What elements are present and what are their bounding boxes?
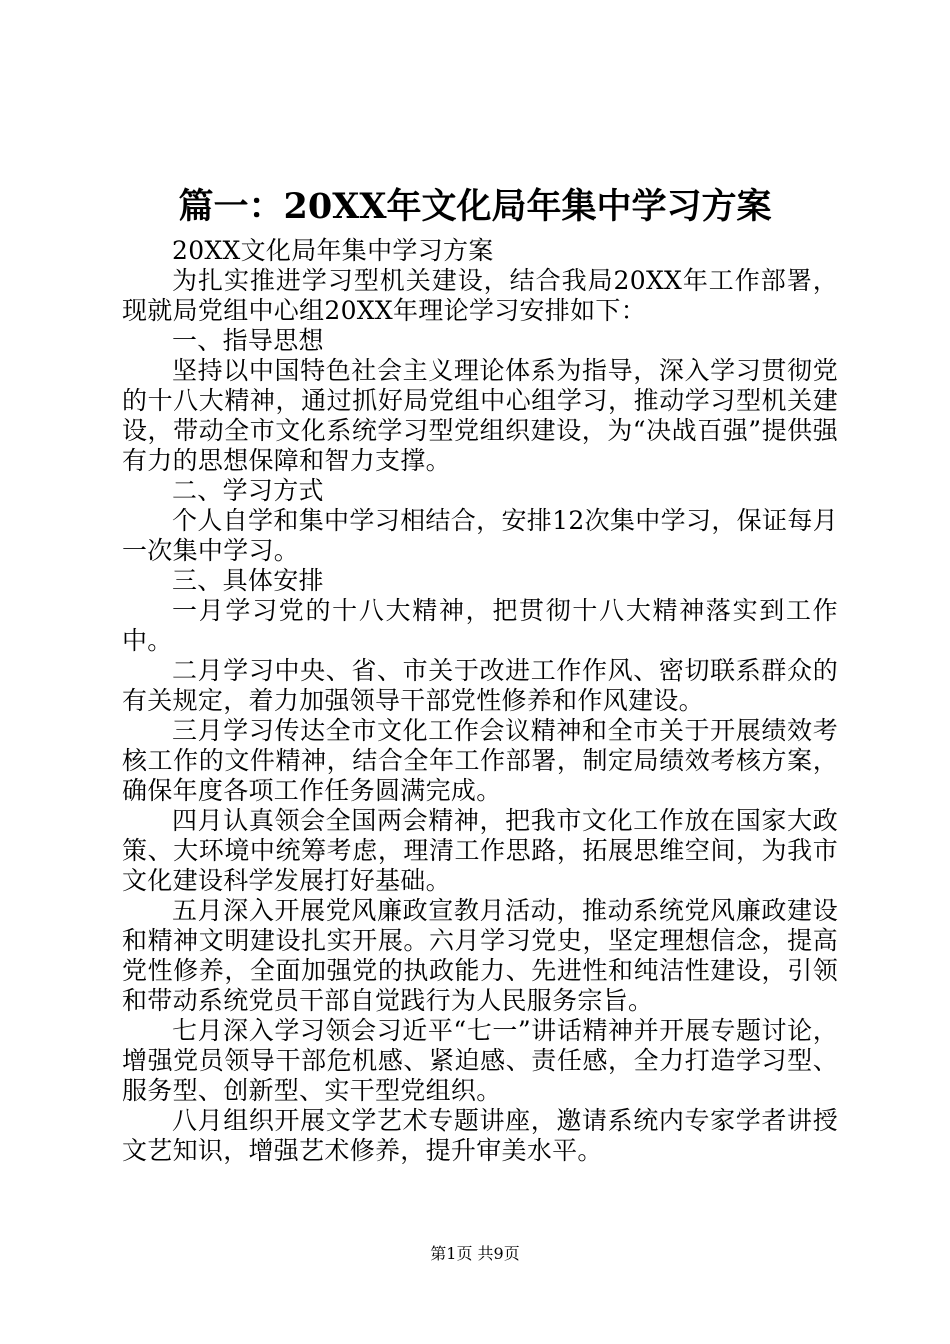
paragraph: 为扎实推进学习型机关建设，结合我局20XX年工作部署，现就局党组中心组20XX年理论学习安排如下： (122, 266, 838, 325)
paragraph: 二月学习中央、省、市关于改进工作作风、密切联系群众的有关规定，着力加强领导干部党性修养和作风建设。 (122, 656, 838, 715)
paragraph: 八月组织开展文学艺术专题讲座，邀请系统内专家学者讲授文艺知识，增强艺术修养，提升审美水平。 (122, 1106, 838, 1165)
paragraph: 七月深入学习领会习近平“七一”讲话精神并开展专题讨论，增强党员领导干部危机感、紧迫感、责任感，全力打造学习型、服务型、创新型、实干型党组织。 (122, 1016, 838, 1105)
section-heading: 一、指导思想 (172, 326, 324, 355)
paragraph: 三月学习传达全市文化工作会议精神和全市关于开展绩效考核工作的文件精神，结合全年工作部署，制定局绩效考核方案，确保年度各项工作任务圆满完成。 (122, 716, 838, 805)
section-heading: 三、具体安排 (172, 566, 324, 595)
document-title: 篇一：20XX年文化局年集中学习方案 (178, 186, 772, 227)
paragraph: 20XX文化局年集中学习方案 (172, 236, 494, 265)
paragraph: 个人自学和集中学习相结合，安排12次集中学习，保证每月一次集中学习。 (122, 506, 838, 565)
paragraph: 坚持以中国特色社会主义理论体系为指导，深入学习贯彻党的十八大精神，通过抓好局党组中心组学习，推动学习型机关建设，带动全市文化系统学习型党组织建设，为“决战百强”提供强有力的思想保障和智力支撑。 (122, 356, 838, 475)
section-heading: 二、学习方式 (172, 476, 324, 505)
page-number-footer: 第1页 共9页 (430, 1244, 520, 1263)
paragraph: 四月认真领会全国两会精神，把我市文化工作放在国家大政策、大环境中统筹考虑，理清工作思路，拓展思维空间，为我市文化建设科学发展打好基础。 (122, 806, 838, 895)
document-body (122, 236, 838, 1166)
paragraph: 一月学习党的十八大精神，把贯彻十八大精神落实到工作中。 (122, 596, 838, 655)
paragraph: 五月深入开展党风廉政宣教月活动，推动系统党风廉政建设和精神文明建设扎实开展。六月学习党史，坚定理想信念，提高党性修养，全面加强党的执政能力、先进性和纯洁性建设，引领和带动系统党员干部自觉践行为人民服务宗旨。 (122, 896, 838, 1015)
